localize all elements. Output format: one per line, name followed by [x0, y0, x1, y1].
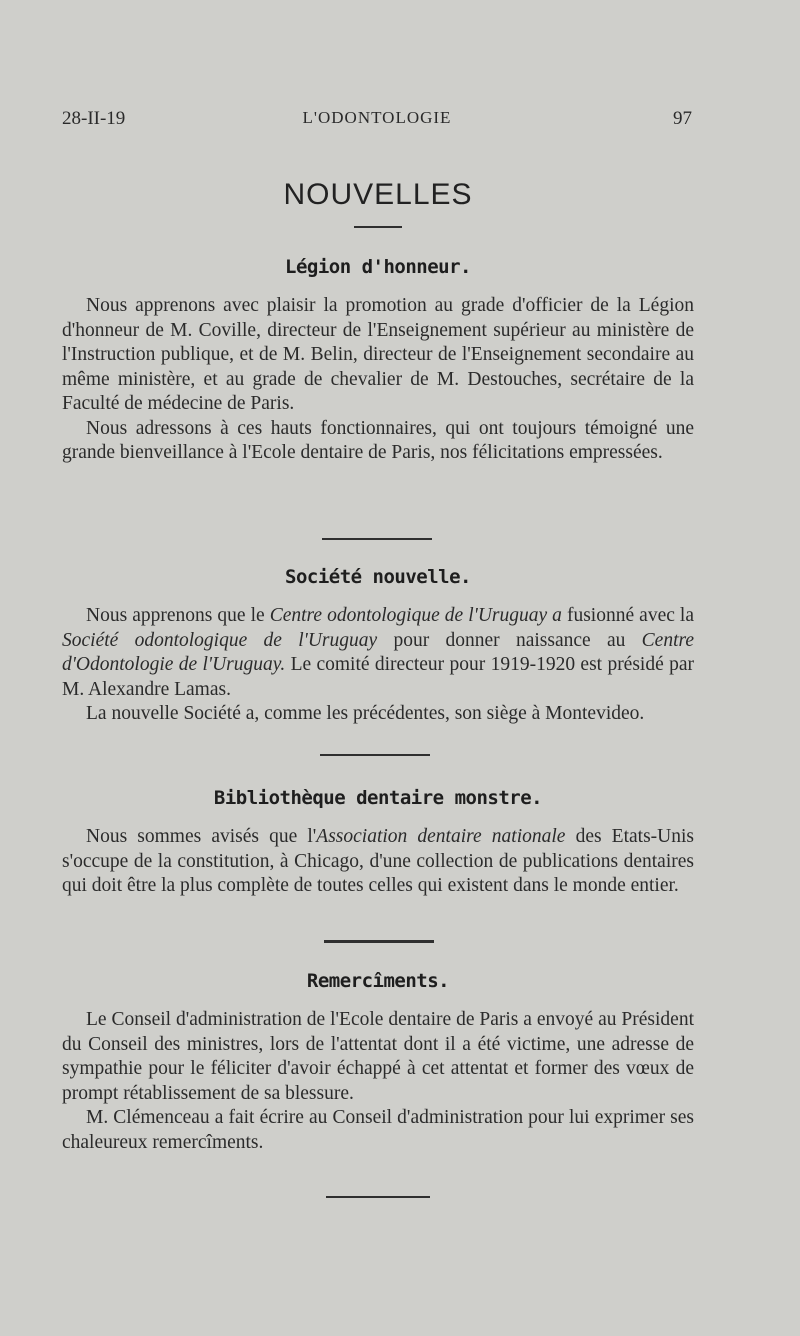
paragraph: M. Clémenceau a fait écrire au Conseil d'administration pour lui exprimer ses chaleureux remercîments.	[62, 1107, 694, 1153]
section-divider	[322, 538, 432, 540]
text-run: Nous apprenons que le	[86, 605, 270, 626]
paragraph: La nouvelle Société a, comme les précédentes, son siège à Montevideo.	[86, 703, 645, 724]
running-head	[62, 108, 692, 132]
section-legion-honneur	[62, 256, 694, 466]
page-title: NOUVELLES	[283, 178, 473, 211]
italic-run: Centre odontologique de l'Uruguay a	[269, 605, 562, 626]
section-heading: Légion d'honneur.	[285, 256, 471, 278]
section-remerciments	[62, 970, 694, 1155]
page-number: 97	[673, 108, 692, 129]
text-run: des Etats-Unis s'occupe de la constitution, à Chicago, d'une collection de publications dentaires qui doit être la plus complète de toutes celles qui existent dans le monde entier.	[62, 826, 694, 896]
text-run: Le comité directeur pour 1919-1920 est présidé par M. Alexandre Lamas.	[62, 654, 694, 700]
section-bibliotheque	[62, 787, 694, 899]
paragraph	[62, 604, 694, 702]
section-heading: Société nouvelle.	[285, 566, 471, 588]
section-divider	[324, 940, 434, 943]
text-run: pour donner naissance au	[377, 629, 642, 651]
section-divider	[320, 754, 430, 756]
issue-date: 28-II-19	[62, 108, 126, 129]
section-heading: Bibliothèque dentaire monstre.	[213, 787, 543, 809]
italic-run: Centre d'Odontologie de l'Uruguay.	[62, 629, 695, 675]
paragraph	[62, 825, 694, 899]
title-rule	[354, 226, 402, 228]
italic-run: Association dentaire nationale	[316, 826, 566, 847]
paragraph: Nous apprenons avec plaisir la promotion au grade d'officier de la Légion d'honneur de M. Coville, directeur de l'Enseignement supérieur au ministère de l'Instruction publique, et de M. Belin, directeur de l'Enseignement secondaire au même ministère, et au grade de chevalier de M. Destouches, secrétaire de la Faculté de médecine de Paris.	[62, 295, 694, 414]
section-societe-nouvelle	[62, 566, 694, 727]
text-run: fusionné avec la	[561, 605, 694, 626]
end-rule	[326, 1196, 430, 1198]
italic-run: Société odontologique de l'Uruguay	[62, 629, 378, 651]
text-run: Nous sommes avisés que l'	[86, 826, 317, 847]
paragraph: Nous adressons à ces hauts fonctionnaires, qui ont toujours témoigné une grande bienveillance à l'Ecole dentaire de Paris, nos félicitations empressées.	[62, 417, 694, 463]
journal-name: L'ODONTOLOGIE	[302, 108, 452, 127]
section-heading: Remercîments.	[306, 970, 450, 992]
paragraph: Le Conseil d'administration de l'Ecole dentaire de Paris a envoyé au Président du Conseil des ministres, lors de l'attentat dont il a été victime, une adresse de sympathie pour le féliciter d'avoir échappé à cet attentat et former des vœux de prompt rétablissement de sa blessure.	[62, 1009, 694, 1104]
